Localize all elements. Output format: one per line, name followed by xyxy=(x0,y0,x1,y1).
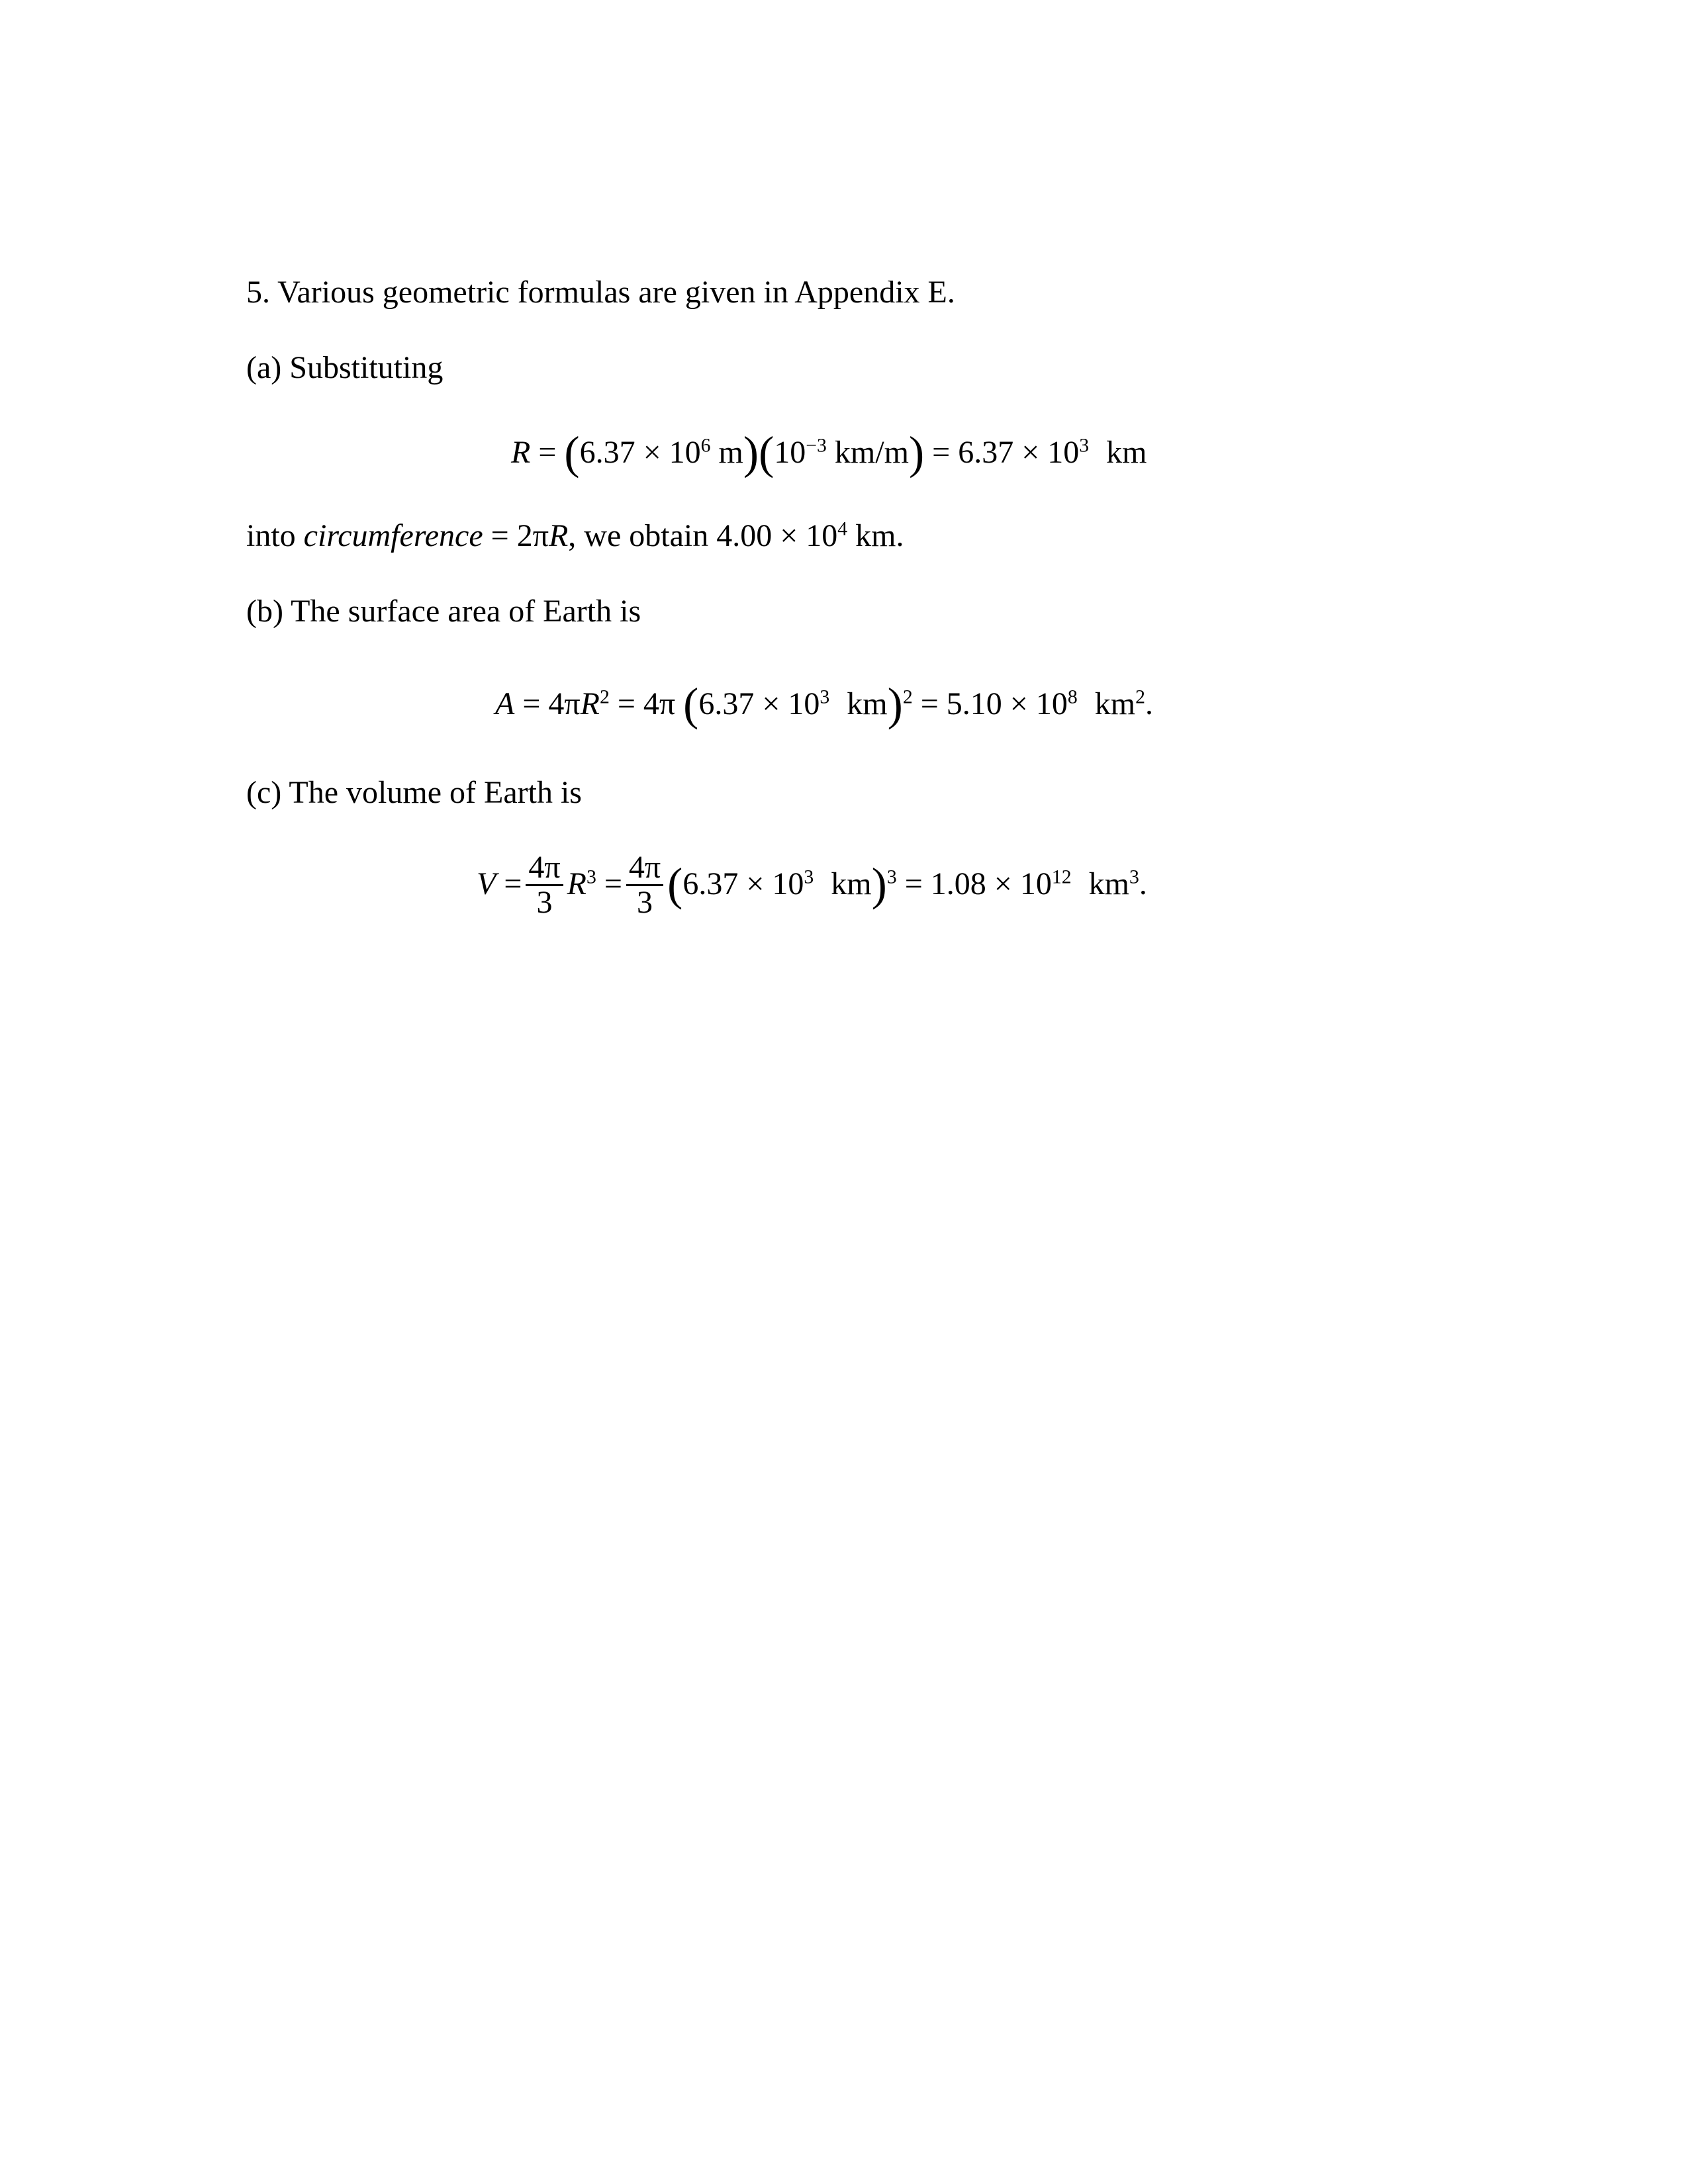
eq-c-unit: km xyxy=(823,866,872,901)
eq-c-equals: = xyxy=(496,866,522,901)
part-a-label xyxy=(246,352,443,384)
eq-a-lhs: R xyxy=(511,435,531,470)
intro-text: 5. Various geometric formulas are given in Appendix E. xyxy=(246,275,955,310)
eq-c-exp: 3 xyxy=(804,866,814,888)
eq-a-exp2: −3 xyxy=(806,434,827,457)
eq-c-R: R xyxy=(567,866,586,901)
eq-a-unit2: km/m xyxy=(826,435,909,470)
eq-c-lparen: ( xyxy=(667,859,683,911)
eq-b-lhs: A xyxy=(495,686,515,721)
equation-c xyxy=(477,852,1147,921)
eq-b-equals: = 4π xyxy=(514,686,581,721)
equation-b xyxy=(495,679,1153,731)
eq-b-unit: km xyxy=(839,686,888,721)
into-exp: 4 xyxy=(837,518,848,540)
into-unit: km. xyxy=(847,518,904,553)
eq-b-result-unit: km xyxy=(1086,686,1136,721)
eq-a-mantissa1: 6.37 × 10 xyxy=(579,435,701,470)
part-b-label xyxy=(246,596,641,627)
eq-a-base2: 10 xyxy=(774,435,806,470)
part-b-text: (b) The surface area of Earth is xyxy=(246,594,641,629)
eq-b-equals2: = 4π xyxy=(609,686,684,721)
eq-b-mantissa: 6.37 × 10 xyxy=(698,686,820,721)
eq-c-frac2-num: 4π xyxy=(626,851,663,886)
eq-b-result-unit-exp: 2 xyxy=(1135,686,1145,708)
eq-a-unit1: m xyxy=(710,435,743,470)
eq-c-frac1-den: 3 xyxy=(536,885,553,921)
part-c-label xyxy=(246,777,582,809)
eq-b-period: . xyxy=(1145,686,1153,721)
eq-c-outer-exp: 3 xyxy=(886,866,897,888)
eq-a-equals2: = xyxy=(932,435,951,470)
eq-a-rparen1: ) xyxy=(743,428,759,479)
eq-c-equals3: = 1.08 × 10 xyxy=(896,866,1052,901)
into-pre: into xyxy=(246,518,304,553)
eq-c-lhs: V xyxy=(477,866,496,901)
eq-b-outer-exp: 2 xyxy=(902,686,913,708)
into-sentence xyxy=(246,520,904,552)
eq-a-result: 6.37 × 10 xyxy=(958,435,1080,470)
eq-b-R: R xyxy=(580,686,600,721)
eq-c-result-unit: km xyxy=(1080,866,1129,901)
eq-a-rparen2: ) xyxy=(908,428,925,479)
eq-c-period: . xyxy=(1139,866,1147,901)
eq-c-equals2: = xyxy=(596,866,622,901)
part-c-text: (c) The volume of Earth is xyxy=(246,775,582,810)
eq-b-rparen: ) xyxy=(887,679,903,731)
into-post: , we obtain 4.00 × 10 xyxy=(568,518,838,553)
eq-b-R-exp: 2 xyxy=(599,686,610,708)
eq-c-rparen: ) xyxy=(871,859,887,911)
eq-b-result-exp: 8 xyxy=(1067,686,1078,708)
eq-a-equals: = xyxy=(538,435,557,470)
into-circumference: circumference xyxy=(303,518,483,553)
eq-b-lparen: ( xyxy=(683,679,699,731)
eq-a-lparen2: ( xyxy=(759,428,774,479)
eq-c-result-unit-exp: 3 xyxy=(1129,866,1139,888)
equation-a xyxy=(511,428,1147,479)
part-a-text: (a) Substituting xyxy=(246,350,444,385)
eq-a-lparen1: ( xyxy=(564,428,580,479)
eq-c-fraction-2 xyxy=(626,851,663,920)
eq-c-mantissa: 6.37 × 10 xyxy=(682,866,804,901)
into-eq: = 2π xyxy=(483,518,549,553)
eq-c-frac1-num: 4π xyxy=(526,851,563,886)
into-R: R xyxy=(548,518,569,553)
eq-c-R-exp: 3 xyxy=(586,866,596,888)
eq-c-frac2-den: 3 xyxy=(637,885,653,921)
eq-a-exp1: 6 xyxy=(700,434,711,457)
eq-b-equals3: = 5.10 × 10 xyxy=(912,686,1068,721)
eq-c-result-exp: 12 xyxy=(1051,866,1072,888)
eq-b-exp: 3 xyxy=(820,686,830,708)
eq-a-result-unit: km xyxy=(1098,435,1147,470)
problem-intro xyxy=(246,277,955,308)
eq-a-result-exp: 3 xyxy=(1079,434,1090,457)
eq-c-fraction-1 xyxy=(526,851,563,920)
